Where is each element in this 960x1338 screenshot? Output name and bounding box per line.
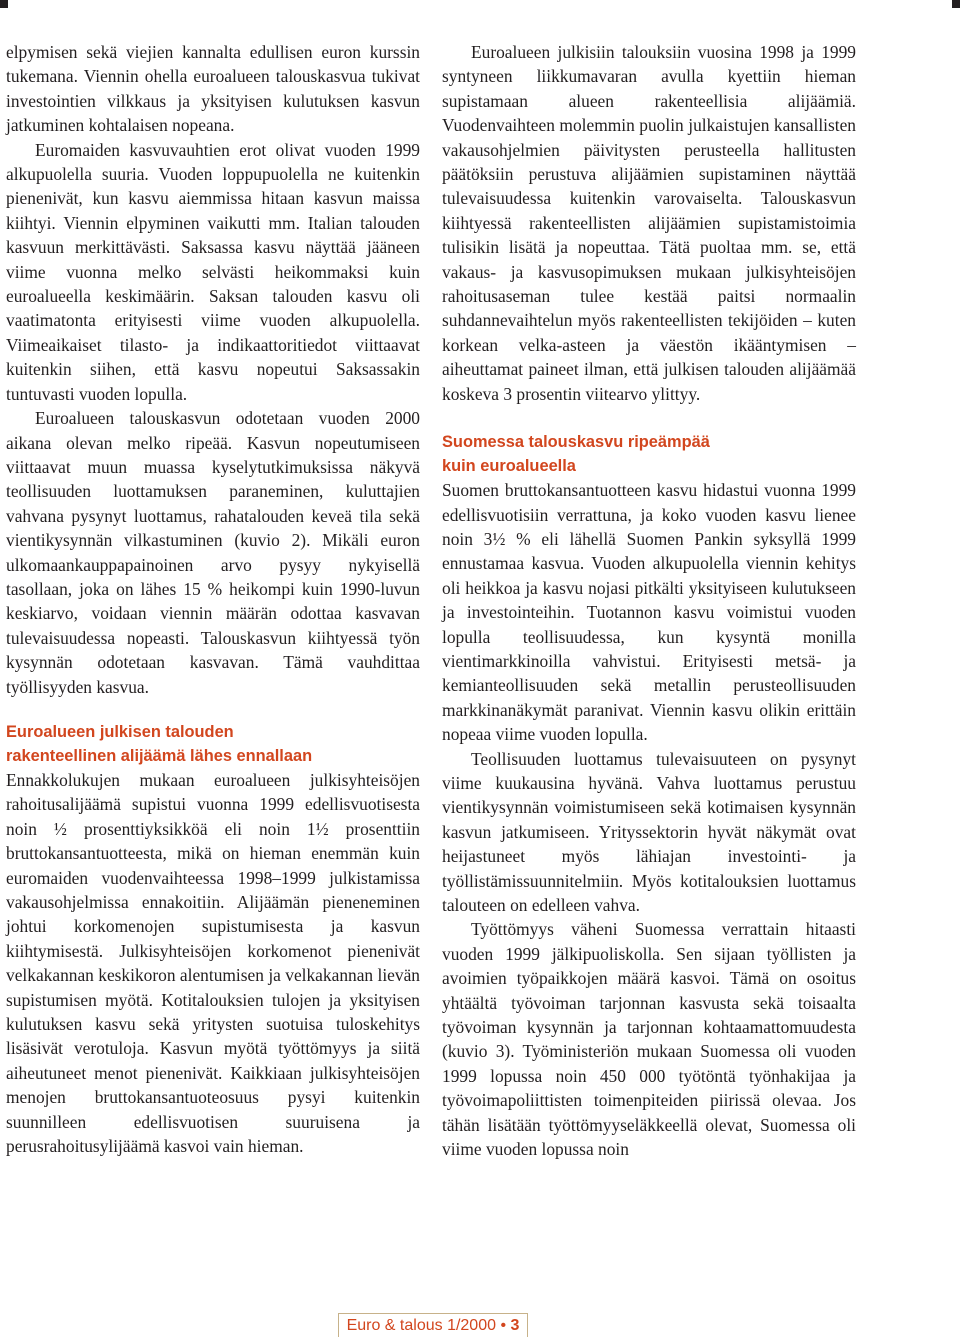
publication-title: Euro & talous 1/2000 [346,1317,496,1334]
section-heading-line: rakenteellinen alijäämä lähes ennallaan [6,746,313,765]
right-column [442,40,856,1161]
section-heading-line: kuin euroalueella [442,457,576,476]
section-heading-line: Suomessa talouskasvu ripeämpää [442,433,710,452]
footer-bullet: • [500,1317,507,1334]
page-footer [338,1313,528,1337]
crop-mark-top-right [952,0,960,8]
body-paragraph: Työttömyys väheni Suomessa verrattain hitaasti vuoden 1999 jälkipuoliskolla. Sen sijaan työllisten ja avoimien työpaikkojen määrä kasvoi. Tämä on osoitus yhtäältä työvoiman tarjonnan kasvusta sekä toisaalta työvoiman kysynnän ja tarjonnan kohtaamattomuudesta (kuvio 3). Työministeriön mukaan Suomessa oli vuoden 1999 lopussa noin 450 000 työtöntä työnhakijaa ja työvoimapoliittisten toimenpiteiden piirissä olevaa. Jos tähän lisätään työttömyyseläkkeellä olevat, Suomessa oli viime vuoden lopussa noin [442,919,856,1160]
body-paragraph: Suomen bruttokansantuotteen kasvu hidastui vuonna 1999 edellisvuotisiin verrattuna, ja koko vuoden kasvu lienee noin 3½ % eli lähellä Suomen Pankin syksyllä 1999 ennustamaa kasvua. Vuoden alkupuolella viennin kehitys oli heikkoa ja kasvu nojasi pitkälti yksityiseen kulutukseen ja investointeihin. Tuotannon kasvu voimistui vuoden lopulla teollisuudessa, kun kysyntä monilla vientimarkkinoilla vahvistui. Erityisesti metsä- ja kemianteollisuuden sekä metallin perusteollisuuden markkinanäkymät paranivat. Viennin kasvu olikin erittäin nopeaa viime vuoden lopulla. [442,480,856,745]
section-heading-line: Euroalueen julkisen talouden [6,722,234,741]
body-paragraph: Euromaiden kasvuvauhtien erot olivat vuoden 1999 alkupuolella suuria. Vuoden loppupuolella ne kuitenkin pienenivät, kun kasvu aiemmissa hitaan kasvun maissa kiihtyi. Viennin elpyminen vaikutti mm. Italian talouden kasvuun merkittävästi. Saksassa kasvu näyttää jääneen viime vuonna melko selvästi heikommaksi kuin euroalueella keskimäärin. Saksan talouden kasvu oli vaatimatonta erityisesti viime vuoden alkupuolella. Viimeaikaiset tilasto- ja indikaattoritiedot viittaavat kuitenkin siihen, että kasvu nopeutui Saksassakin tuntuvasti vuoden lopulla. [6,139,420,404]
body-paragraph: Teollisuuden luottamus tulevaisuuteen on pysynyt viime kuukausina hyvänä. Vahva luottamus perustuu vientikysynnän voimistumiseen sekä kotimaisen kysynnän kasvun jatkumiseen. Yrityssektorin hyvät näkymät ovat heijastuneet myös lähiajan investointi- ja työllistämissuunnitelmiin. Myös kotitalouksien luottamus talouteen on edelleen vahva. [442,748,856,915]
body-paragraph: Euroalueen talouskasvun odotetaan vuoden 2000 aikana olevan melko ripeää. Kasvun nopeutumiseen viittaavat muun muassa kyselytutkimuksissa näkyvä teollisuuden luottamuksen paraneminen, kuluttajien vahvana pysynyt luottamus, rahatalouden keveä tila sekä vientikysynnän vilkastuminen (kuvio 2). Mikäli euron ulkomaankauppapainoinen arvo pysyy nykyisellä tasollaan, joka on lähes 15 % heikompi kuin 1990-luvun keskiarvo, voidaan viennin määrän odottaa kasvavan tulevaisuudessa nopeasti. Talouskasvun kiihtyessä työn kysynnän odotetaan kasvavan. Tämä vauhdittaa työllisyyden kasvua. [6,408,420,697]
body-paragraph: Ennakkolukujen mukaan euroalueen julkisyhteisöjen rahoitusalijäämä supistui vuonna 1999 edellisvuotisesta noin ½ prosenttiyksikköä eli noin 1½ prosenttiin bruttokansantuotteesta, mikä on hieman enemmän kuin euromaiden vuodenvaihteessa 1998–1999 julkistamissa vakausohjelmissa ennakoitiin. Alijäämän pieneneminen johtui korkomenojen supistumisesta ja kasvun kiihtymisestä. Julkisyhteisöjen korkomenot pienenivät velkakannan keskikoron alentumisen ja velkakannan lievän supistumisen myötä. Kotitalouksien tulojen ja yksityisen kulutuksen kasvu sekä yritysten suotuisa tuloskehitys lisäsivät verotuloja. Kasvun myötä työttömyys ja siitä aiheutuneet menot pienenivät. Kaikkiaan julkisyhteisöjen menojen bruttokansantuoteosuus pysyi kuitenkin suunnilleen edellisvuotisen suuruisena ja perusrahoitusylijäämä kasvoi vain hieman. [6,769,420,1157]
page-number: 3 [510,1317,520,1334]
section-heading-public-finances [6,720,420,768]
body-paragraph: elpymisen sekä viejien kannalta edullisen euron kurssin tukemana. Viennin ohella euroalueen talouskasvua tukivat investointien vilkkaus ja yksityisen kulutuksen kasvun jatkuminen kohtalaisen nopeana. [6,42,420,136]
section-heading-finland-growth [442,430,856,478]
left-column [6,40,420,1158]
crop-mark-top-left [0,0,8,8]
body-paragraph: Euroalueen julkisiin talouksiin vuosina 1998 ja 1999 syntyneen liikkumavaran avulla kyettiin hieman supistamaan alueen rakenteellisia alijäämiä. Vuodenvaihteen molemmin puolin julkaistujen kansallisten vakausohjelmien päivitysten perusteella hallitusten päätöksiin perustuva alijäämien supistaminen näyttää tulevaisuudessa kuitenkin varovaiselta. Talouskasvun kiihtyessä rakenteellisten alijäämien supistamistoimia tulisikin lisätä ja nopeuttaa. Tätä puoltaa mm. se, että vakaus- ja kasvusopimuksen mukaan julkisyhteisöjen rahoitusaseman tulee kestää paitsi normaalin suhdannevaihtelun myös rakenteellisten tekijöiden – kuten korkean velka-asteen ja väestön ikääntymisen – aiheuttamat paineet ilman, että julkisen talouden alijäämää koskeva 3 prosentin viitearvo ylittyy. [442,42,856,404]
